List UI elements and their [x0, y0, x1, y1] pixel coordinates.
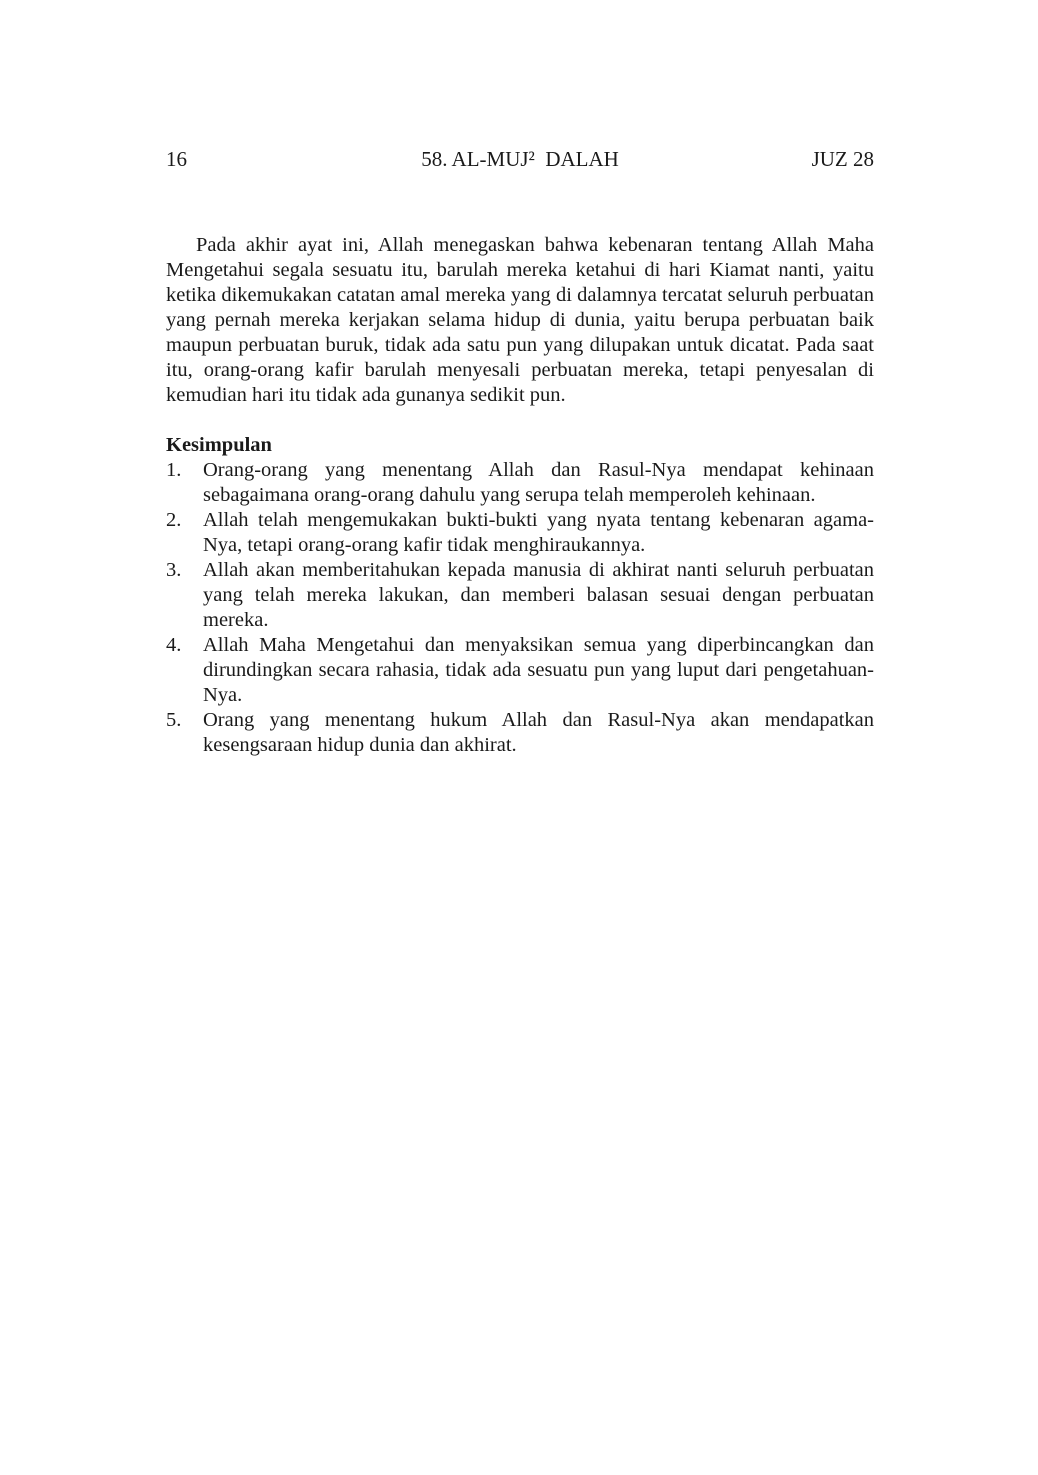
conclusion-item	[166, 458, 874, 508]
conclusion-item	[166, 558, 874, 633]
page-number: 16	[166, 147, 187, 171]
conclusion-item	[166, 708, 874, 758]
conclusion-item-text: Allah telah mengemukakan bukti-bukti yang nyata tentang kebenaran agama-Nya, tetapi orang-orang kafir tidak menghiraukannya.	[203, 509, 874, 556]
conclusion-item-number: 4.	[166, 634, 182, 656]
conclusion-item	[166, 508, 874, 558]
conclusion-item-text: Allah akan memberitahukan kepada manusia di akhirat nanti seluruh perbuatan yang telah mereka lakukan, dan memberi balasan sesuai dengan perbuatan mereka.	[203, 559, 874, 631]
conclusion-list	[166, 458, 874, 758]
conclusion-item-number: 3.	[166, 559, 182, 581]
conclusion-item-text: Allah Maha Mengetahui dan menyaksikan semua yang diperbincangkan dan dirundingkan secara rahasia, tidak ada sesuatu pun yang luput dari pengetahuan-Nya.	[203, 634, 874, 706]
page-header	[166, 144, 874, 174]
conclusion-item-number: 2.	[166, 509, 182, 531]
conclusion-item-text: Orang yang menentang hukum Allah dan Rasul-Nya akan mendapatkan kesengsaraan hidup dunia dan akhirat.	[203, 709, 874, 756]
conclusion-item-text: Orang-orang yang menentang Allah dan Rasul-Nya mendapat kehinaan sebagaimana orang-orang dahulu yang serupa telah memperoleh kehinaan.	[203, 459, 874, 506]
body-paragraph: Pada akhir ayat ini, Allah menegaskan bahwa kebenaran tentang Allah Maha Mengetahui segala sesuatu itu, barulah mereka ketahui di hari Kiamat nanti, yaitu ketika dikemukakan catatan amal mereka yang di dalamnya tercatat seluruh perbuatan yang pernah mereka kerjakan selama hidup di dunia, yaitu berupa perbuatan baik maupun perbuatan buruk, tidak ada satu pun yang dilupakan untuk dicatat. Pada saat itu, orang-orang kafir barulah menyesali perbuatan mereka, tetapi penyesalan di kemudian hari itu tidak ada gunanya sedikit pun.	[166, 234, 874, 406]
conclusion-item	[166, 633, 874, 708]
juz-label: JUZ 28	[811, 147, 874, 171]
conclusion-heading: Kesimpulan	[166, 434, 272, 456]
conclusion-item-number: 1.	[166, 459, 182, 481]
conclusion-item-number: 5.	[166, 709, 182, 731]
surah-title: 58. AL-MUJ² DALAH	[421, 147, 619, 171]
page-content	[166, 233, 874, 758]
